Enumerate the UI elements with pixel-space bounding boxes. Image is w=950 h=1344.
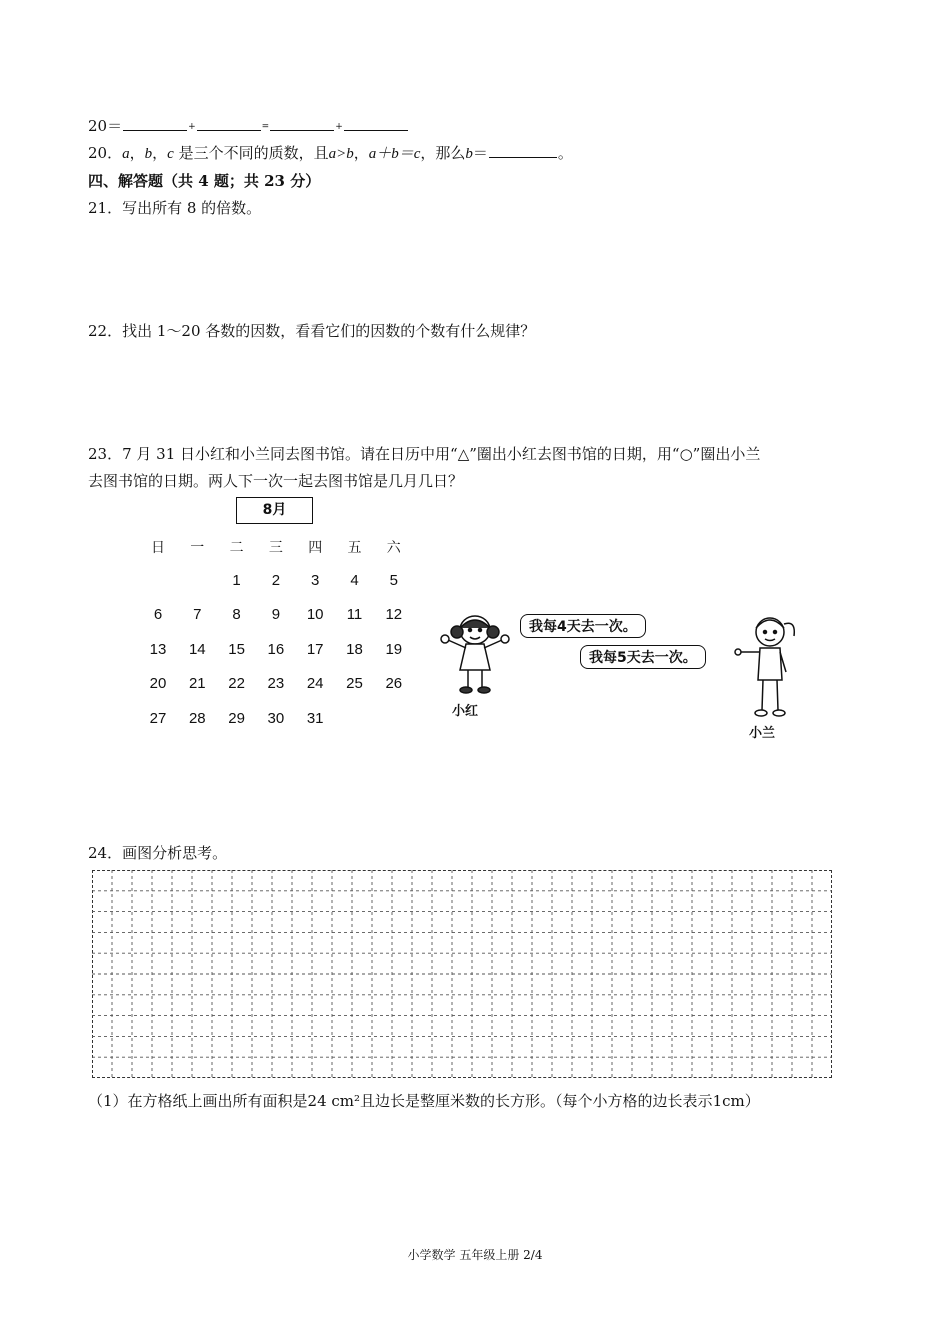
speech-bubble-xiaohong: 我每4天去一次。 xyxy=(520,614,646,638)
calendar-month-title: 8月 xyxy=(236,497,313,524)
answer-blank[interactable] xyxy=(344,116,408,131)
q20-question: 20．a，b，c 是三个不同的质数，且a>b，a＋b＝c，那么b＝ 。 xyxy=(88,144,573,162)
girl-xiaolan-illustration xyxy=(730,612,810,722)
page-footer: 小学数学 五年级上册 2/4 xyxy=(407,1248,543,1262)
calendar-date[interactable]: 17 xyxy=(306,640,324,658)
calendar-date[interactable]: 3 xyxy=(311,571,320,589)
girl-xiaohong-label: 小红 xyxy=(452,704,479,719)
girl-xiaohong-illustration xyxy=(430,610,530,700)
calendar-date[interactable]: 15 xyxy=(228,640,245,658)
q23-line2: 去图书馆的日期。两人下一次一起去图书馆是几月几日？ xyxy=(88,472,464,490)
grid-paper[interactable] xyxy=(92,870,832,1078)
calendar-date[interactable]: 9 xyxy=(271,606,281,623)
section-heading: 四、解答题（共 4 题；共 23 分） xyxy=(88,172,321,190)
calendar-date[interactable]: 4 xyxy=(350,571,359,589)
calendar-date[interactable]: 10 xyxy=(306,606,324,623)
calendar-weekday: 日 xyxy=(151,540,165,556)
answer-blank[interactable] xyxy=(123,116,187,131)
q23-line1: 23．7 月 31 日小红和小兰同去图书馆。请在日历中用“△”圈出小红去图书馆的日期，用“○”圈出小兰 xyxy=(88,445,761,463)
calendar-date[interactable]: 29 xyxy=(228,709,245,727)
calendar-date[interactable]: 14 xyxy=(188,640,206,658)
speech-bubble-xiaolan: 我每5天去一次。 xyxy=(580,645,706,669)
calendar-date[interactable]: 28 xyxy=(188,709,206,727)
calendar-date[interactable]: 31 xyxy=(306,709,324,727)
calendar-date[interactable]: 22 xyxy=(228,675,245,692)
calendar-date[interactable]: 21 xyxy=(188,675,206,692)
calendar-weekday: 六 xyxy=(386,540,401,556)
calendar-date[interactable]: 1 xyxy=(232,571,241,589)
calendar-weekday: 三 xyxy=(268,540,283,556)
calendar-date[interactable]: 6 xyxy=(153,606,163,623)
calendar-date[interactable]: 2 xyxy=(271,571,281,589)
q24-sub1: （1）在方格纸上画出所有面积是24 cm²且边长是整厘米数的长方形。（每个小方格的边长表示1cm） xyxy=(88,1092,760,1110)
answer-blank[interactable] xyxy=(197,116,261,131)
calendar-weekday: 一 xyxy=(190,540,205,556)
calendar-date[interactable]: 30 xyxy=(267,709,285,727)
calendar-date[interactable]: 27 xyxy=(149,709,167,727)
calendar-date[interactable]: 5 xyxy=(389,571,398,589)
q22-question: 22．找出 1～20 各数的因数，看看它们的因数的个数有什么规律？ xyxy=(88,322,536,340)
calendar-date[interactable]: 20 xyxy=(149,675,167,692)
calendar-date[interactable]: 11 xyxy=(346,606,363,623)
calendar-date[interactable]: 25 xyxy=(346,675,363,692)
calendar-weekday: 五 xyxy=(347,540,362,556)
calendar-date[interactable]: 26 xyxy=(385,675,403,692)
calendar-date[interactable]: 24 xyxy=(306,675,324,692)
calendar-date[interactable]: 8 xyxy=(232,606,241,623)
calendar-date[interactable]: 23 xyxy=(267,675,285,692)
q19-equation: 20＝ + = + xyxy=(88,116,409,137)
calendar-date[interactable]: 13 xyxy=(149,640,167,658)
answer-blank[interactable] xyxy=(270,116,334,131)
calendar-date[interactable]: 18 xyxy=(346,640,363,658)
q24-question: 24．画图分析思考。 xyxy=(88,844,228,862)
calendar-weekday: 四 xyxy=(308,540,323,556)
grid-lines xyxy=(92,870,832,1078)
answer-blank[interactable] xyxy=(489,143,557,158)
calendar-date[interactable]: 19 xyxy=(385,640,403,658)
q21-question: 21．写出所有 8 的倍数。 xyxy=(88,199,262,217)
calendar-weekday: 二 xyxy=(229,540,244,556)
calendar-date[interactable]: 12 xyxy=(385,606,403,623)
calendar-date[interactable]: 16 xyxy=(267,640,285,658)
calendar-date[interactable]: 7 xyxy=(193,606,202,623)
girl-xiaolan-label: 小兰 xyxy=(749,726,776,741)
